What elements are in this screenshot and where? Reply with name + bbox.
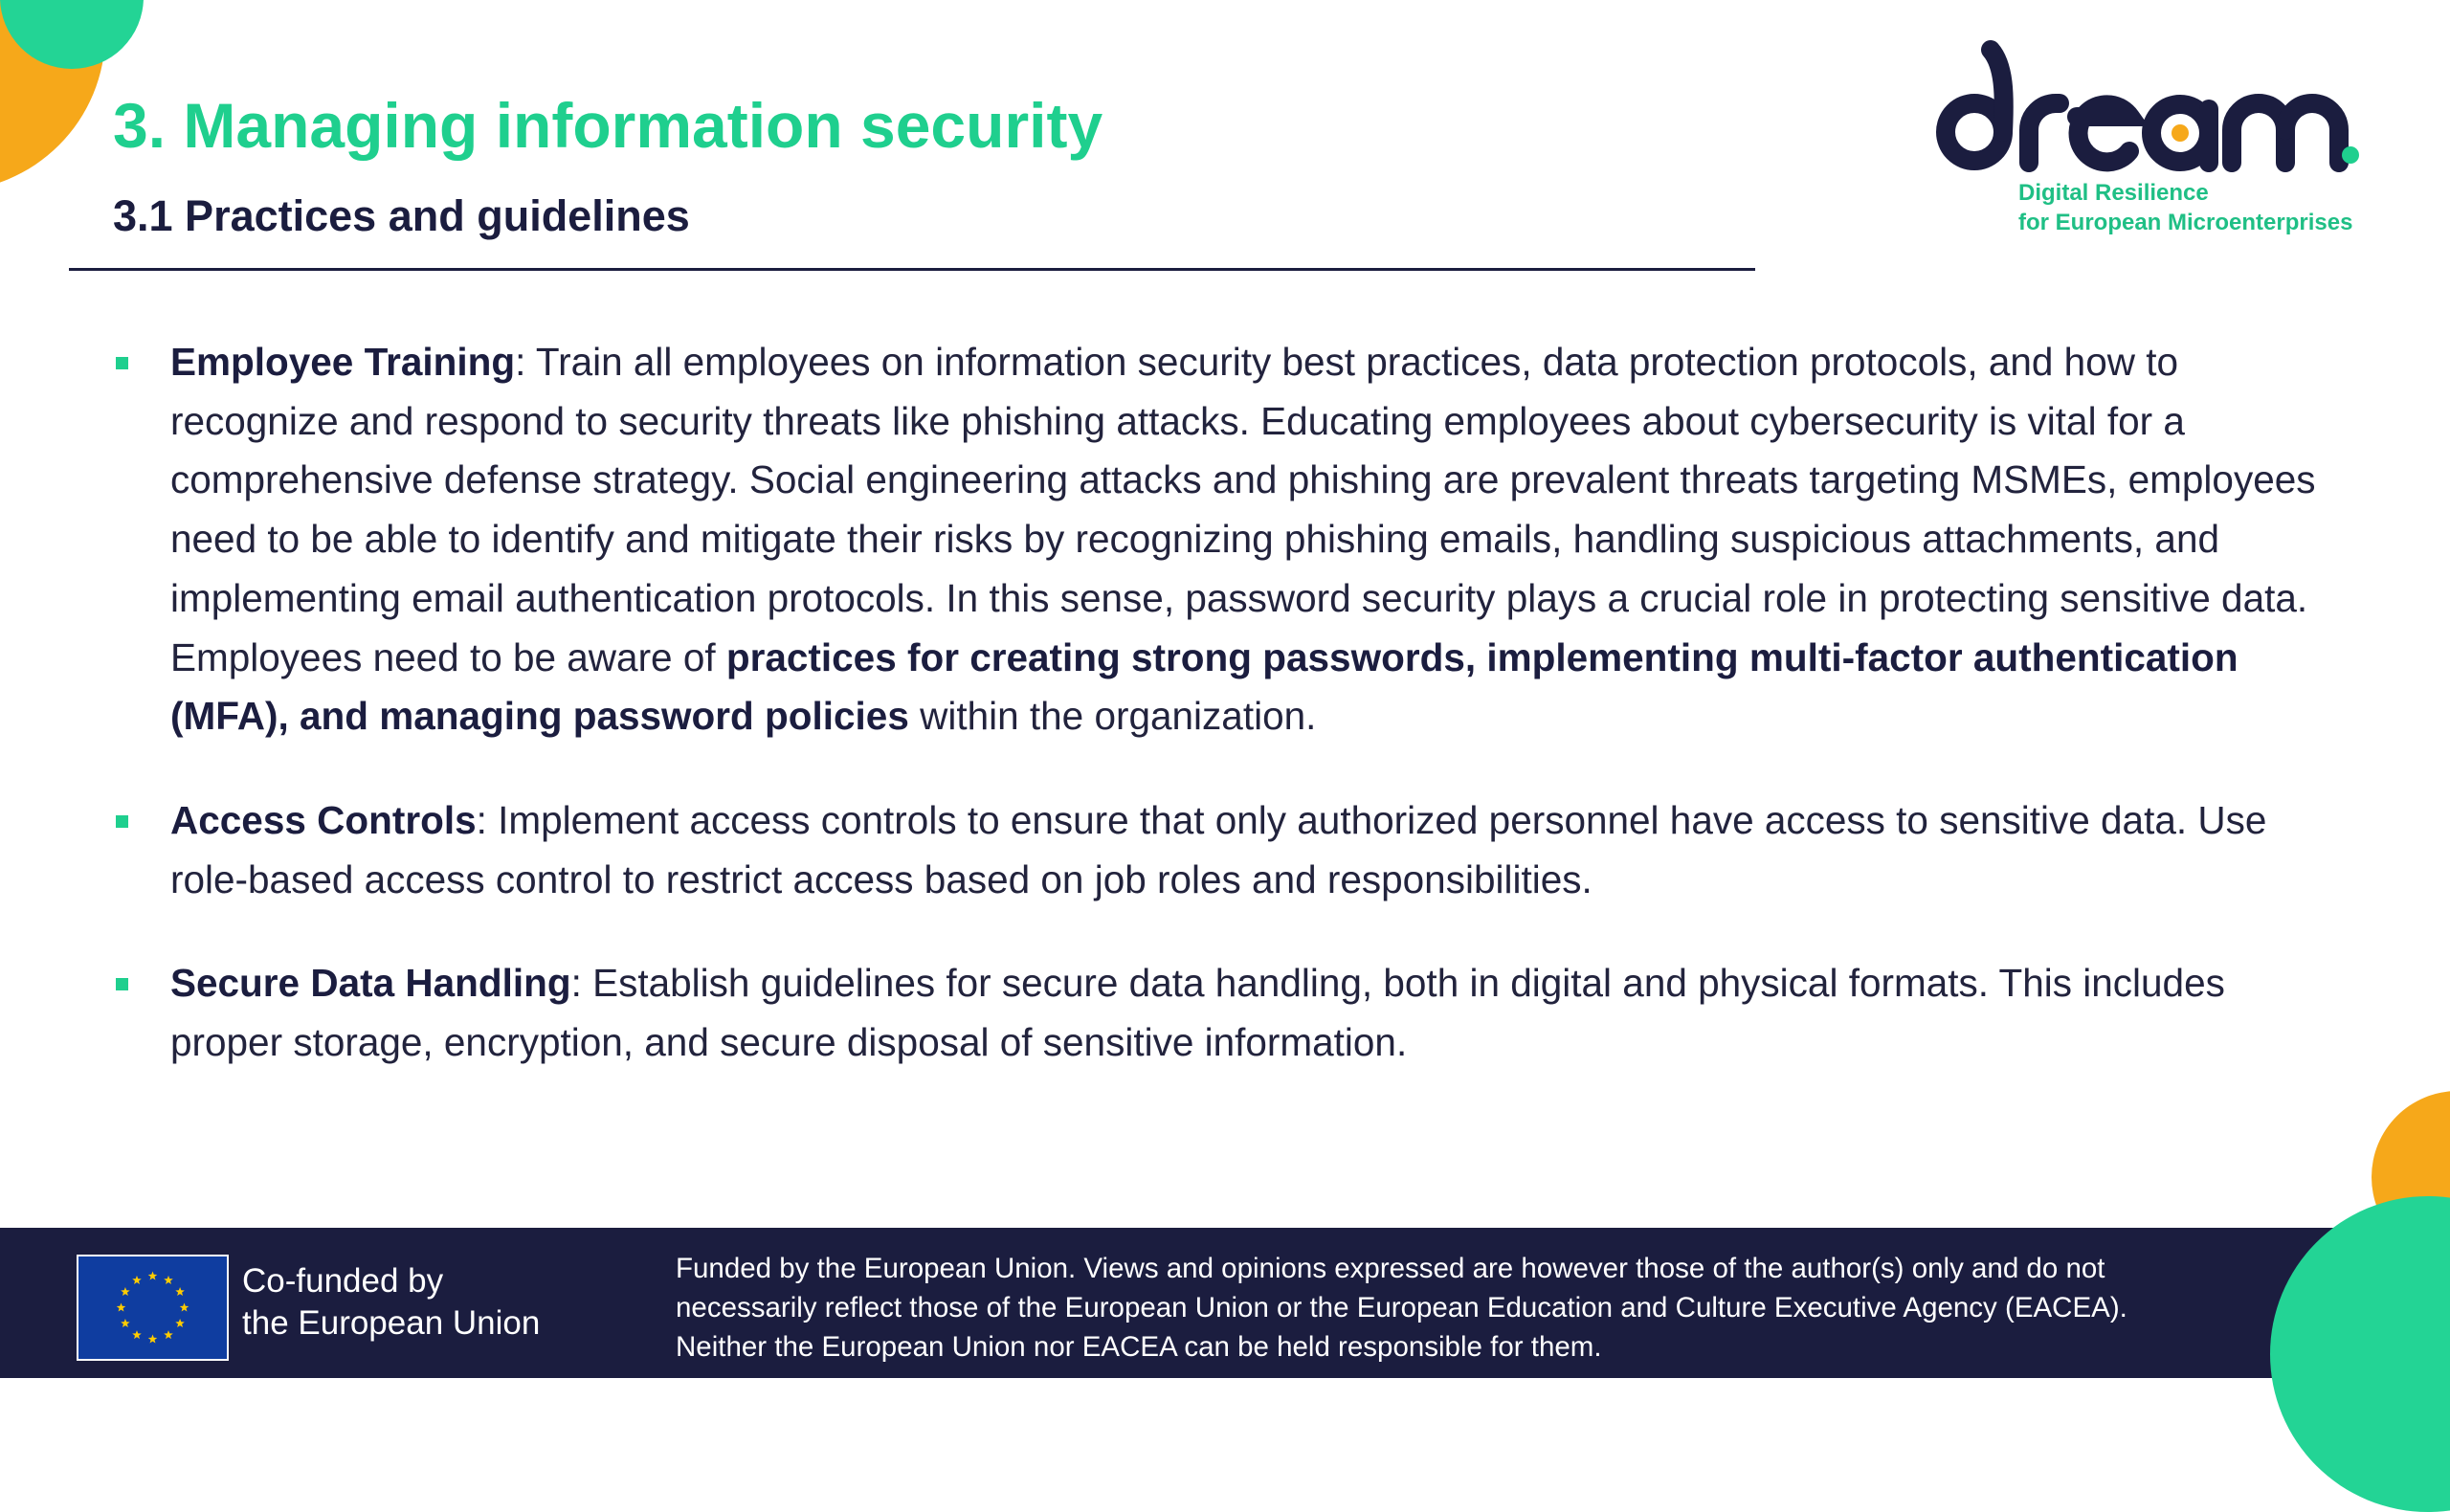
- eu-stars-icon: [78, 1256, 227, 1359]
- eu-star-icon: [175, 1287, 185, 1296]
- dream-logo: [1933, 36, 2364, 242]
- eu-star-icon: [180, 1303, 189, 1312]
- bullet-marker: [116, 978, 128, 990]
- eu-cofunded-label: [242, 1260, 540, 1345]
- bullet-heading: Secure Data Handling: [170, 961, 571, 1006]
- bullet-list: [113, 333, 2324, 1073]
- eu-star-icon: [117, 1303, 126, 1312]
- bullet-body: : Train all employees on information security best practices, data protection protocols, and how to recognize and respond to security threats like phishing attacks. Educating employees about cybersecurity is vital for a comprehensive defense strategy. Social engineering attacks and phishing are prevalent threats targeting MSMEs, employees need to be able to identify and mitigate their risks by recognizing phishing emails, handling suspicious attachments, and implementing email authentication protocols. In this sense, password security plays a crucial role in protecting sensitive data. Employees need to be aware of: [170, 340, 2316, 679]
- eu-star-icon: [175, 1319, 185, 1327]
- list-item: [113, 954, 2324, 1072]
- bullet-text: [170, 954, 2324, 1072]
- funding-disclaimer: [676, 1249, 2245, 1367]
- bullet-heading: Employee Training: [170, 340, 516, 384]
- eu-star-icon: [164, 1276, 173, 1284]
- bullet-marker: [116, 815, 128, 828]
- title-divider: [69, 268, 1755, 271]
- eu-star-icon: [132, 1276, 142, 1284]
- disclaimer-line3: Neither the European Union nor EACEA can be held responsible for them.: [676, 1331, 1602, 1363]
- eu-star-icon: [121, 1287, 130, 1296]
- slide-subtitle: 3.1 Practices and guidelines: [113, 191, 690, 240]
- logo-tagline-line2: for European Microenterprises: [2018, 210, 2353, 235]
- eu-star-icon: [132, 1330, 142, 1339]
- disclaimer-line1: Funded by the European Union. Views and opinions expressed are however those of the author(s) only and do not: [676, 1253, 2105, 1284]
- eu-flag-icon: [77, 1255, 229, 1361]
- bullet-text: [170, 791, 2324, 909]
- eu-star-icon: [121, 1319, 130, 1327]
- eu-star-icon: [148, 1335, 158, 1344]
- footer-bar: [0, 1228, 2450, 1378]
- disclaimer-line2: necessarily reflect those of the European Union or the European Education and Culture Executive Agency (EACEA).: [676, 1292, 2127, 1323]
- bullet-heading: Access Controls: [170, 797, 477, 842]
- bullet-emphasis: practices for creating strong passwords, implementing multi-factor authentication (MFA), and managing password policies: [170, 634, 2238, 739]
- logo-tagline-line1: Digital Resilience: [2018, 180, 2209, 206]
- dream-logo-icon: [1933, 36, 2364, 189]
- bullet-body: : Establish guidelines for secure data handling, both in digital and physical formats. This includes proper storage, encryption, and secure disposal of sensitive information.: [170, 961, 2225, 1065]
- bullet-marker: [116, 357, 128, 369]
- eu-label-line1: Co-funded by: [242, 1262, 444, 1300]
- list-item: [113, 333, 2324, 746]
- bullet-text: [170, 333, 2324, 746]
- eu-label-line2: the European Union: [242, 1304, 541, 1342]
- slide-title: 3. Managing information security: [113, 90, 1103, 161]
- bullet-tail: within the organization.: [908, 694, 1317, 739]
- eu-star-icon: [164, 1330, 173, 1339]
- eu-star-icon: [148, 1272, 158, 1280]
- bullet-body: : Implement access controls to ensure that only authorized personnel have access to sensitive data. Use role-based access control to restrict access based on job roles and responsibilities.: [170, 797, 2267, 901]
- list-item: [113, 791, 2324, 909]
